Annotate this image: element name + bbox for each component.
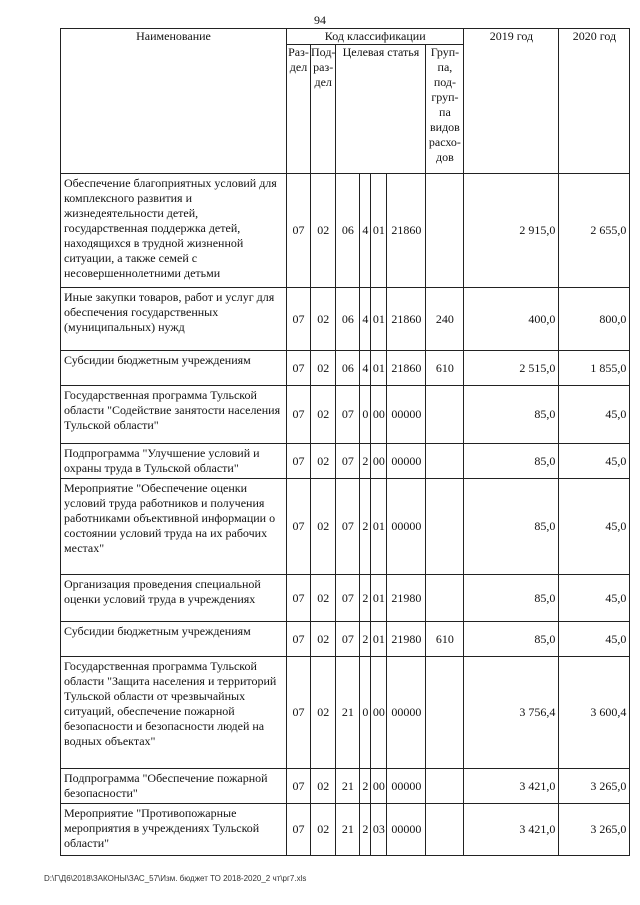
row-value-2019: 400,0 bbox=[464, 288, 559, 351]
row-name: Мероприятие "Противопожарные мероприятия в учреждениях Тульской области" bbox=[61, 804, 287, 856]
row-value-2019: 85,0 bbox=[464, 444, 559, 479]
row-activity: 03 bbox=[371, 804, 387, 856]
row-activity: 00 bbox=[371, 769, 387, 804]
row-expense-group bbox=[426, 479, 464, 575]
row-expense-group bbox=[426, 769, 464, 804]
header-expense-group: Груп-па, под-груп-па видов расхо-дов bbox=[426, 45, 464, 174]
row-subprogram: 4 bbox=[360, 351, 371, 386]
row-subprogram: 0 bbox=[360, 657, 371, 769]
row-name: Субсидии бюджетным учреждениям bbox=[61, 622, 287, 657]
row-subprogram: 4 bbox=[360, 174, 371, 288]
row-direction: 21860 bbox=[387, 174, 426, 288]
row-activity: 00 bbox=[371, 657, 387, 769]
row-name: Субсидии бюджетным учреждениям bbox=[61, 351, 287, 386]
row-name: Подпрограмма "Обеспечение пожарной безопасности" bbox=[61, 769, 287, 804]
row-program: 06 bbox=[336, 174, 360, 288]
row-direction: 21860 bbox=[387, 351, 426, 386]
row-subsection: 02 bbox=[311, 288, 336, 351]
header-name: Наименование bbox=[61, 29, 287, 174]
row-direction: 00000 bbox=[387, 479, 426, 575]
header-code: Код классификации bbox=[287, 29, 464, 45]
row-direction: 21860 bbox=[387, 288, 426, 351]
header-year-2019: 2019 год bbox=[464, 29, 559, 174]
row-subprogram: 2 bbox=[360, 804, 371, 856]
row-subprogram: 0 bbox=[360, 386, 371, 444]
row-section: 07 bbox=[287, 444, 311, 479]
row-subprogram: 2 bbox=[360, 622, 371, 657]
row-value-2020: 800,0 bbox=[559, 288, 630, 351]
row-subsection: 02 bbox=[311, 769, 336, 804]
row-subsection: 02 bbox=[311, 351, 336, 386]
row-subprogram: 4 bbox=[360, 288, 371, 351]
row-value-2020: 45,0 bbox=[559, 575, 630, 622]
row-value-2020: 3 600,4 bbox=[559, 657, 630, 769]
row-value-2020: 45,0 bbox=[559, 386, 630, 444]
row-subsection: 02 bbox=[311, 804, 336, 856]
row-expense-group: 240 bbox=[426, 288, 464, 351]
row-direction: 00000 bbox=[387, 769, 426, 804]
row-value-2019: 85,0 bbox=[464, 479, 559, 575]
row-expense-group bbox=[426, 174, 464, 288]
row-section: 07 bbox=[287, 351, 311, 386]
row-expense-group bbox=[426, 575, 464, 622]
row-section: 07 bbox=[287, 575, 311, 622]
row-expense-group: 610 bbox=[426, 622, 464, 657]
row-activity: 01 bbox=[371, 174, 387, 288]
row-section: 07 bbox=[287, 174, 311, 288]
row-subsection: 02 bbox=[311, 174, 336, 288]
row-subsection: 02 bbox=[311, 479, 336, 575]
row-value-2019: 85,0 bbox=[464, 386, 559, 444]
row-program: 07 bbox=[336, 622, 360, 657]
row-section: 07 bbox=[287, 288, 311, 351]
row-program: 07 bbox=[336, 444, 360, 479]
row-subprogram: 2 bbox=[360, 479, 371, 575]
row-direction: 21980 bbox=[387, 575, 426, 622]
row-subsection: 02 bbox=[311, 444, 336, 479]
row-direction: 00000 bbox=[387, 657, 426, 769]
row-value-2019: 3 421,0 bbox=[464, 804, 559, 856]
row-value-2020: 2 655,0 bbox=[559, 174, 630, 288]
row-activity: 00 bbox=[371, 444, 387, 479]
row-program: 21 bbox=[336, 769, 360, 804]
row-program: 06 bbox=[336, 351, 360, 386]
row-direction: 00000 bbox=[387, 444, 426, 479]
row-activity: 01 bbox=[371, 479, 387, 575]
row-program: 21 bbox=[336, 657, 360, 769]
header-target-article: Целевая статья bbox=[336, 45, 426, 174]
row-value-2020: 1 855,0 bbox=[559, 351, 630, 386]
row-value-2019: 2 915,0 bbox=[464, 174, 559, 288]
row-value-2020: 3 265,0 bbox=[559, 769, 630, 804]
row-value-2019: 2 515,0 bbox=[464, 351, 559, 386]
row-program: 21 bbox=[336, 804, 360, 856]
row-value-2020: 45,0 bbox=[559, 479, 630, 575]
budget-table bbox=[60, 28, 630, 856]
row-name: Подпрограмма "Улучшение условий и охраны труда в Тульской области" bbox=[61, 444, 287, 479]
row-expense-group bbox=[426, 804, 464, 856]
row-value-2020: 45,0 bbox=[559, 444, 630, 479]
row-name: Иные закупки товаров, работ и услуг для обеспечения государственных (муниципальных) нужд bbox=[61, 288, 287, 351]
row-section: 07 bbox=[287, 769, 311, 804]
header-section: Раз-дел bbox=[287, 45, 311, 174]
row-value-2019: 85,0 bbox=[464, 575, 559, 622]
row-subprogram: 2 bbox=[360, 769, 371, 804]
row-expense-group: 610 bbox=[426, 351, 464, 386]
row-program: 06 bbox=[336, 288, 360, 351]
row-value-2020: 3 265,0 bbox=[559, 804, 630, 856]
row-subsection: 02 bbox=[311, 622, 336, 657]
row-activity: 01 bbox=[371, 575, 387, 622]
row-section: 07 bbox=[287, 622, 311, 657]
page-number: 94 bbox=[314, 13, 326, 27]
row-program: 07 bbox=[336, 575, 360, 622]
row-value-2019: 3 421,0 bbox=[464, 769, 559, 804]
row-name: Государственная программа Тульской области "Защита населения и территорий Тульской области от чрезвычайных ситуаций, обеспечение пожарной безопасности и безопасности людей на водных объектах" bbox=[61, 657, 287, 769]
row-program: 07 bbox=[336, 386, 360, 444]
row-expense-group bbox=[426, 657, 464, 769]
header-subsection: Под-раз-дел bbox=[311, 45, 336, 174]
row-activity: 00 bbox=[371, 386, 387, 444]
header-year-2020: 2020 год bbox=[559, 29, 630, 174]
row-name: Государственная программа Тульской области "Содействие занятости населения Тульской области" bbox=[61, 386, 287, 444]
row-subprogram: 2 bbox=[360, 575, 371, 622]
row-expense-group bbox=[426, 444, 464, 479]
row-name: Организация проведения специальной оценки условий труда в учреждениях bbox=[61, 575, 287, 622]
row-section: 07 bbox=[287, 479, 311, 575]
row-value-2019: 3 756,4 bbox=[464, 657, 559, 769]
row-activity: 01 bbox=[371, 622, 387, 657]
row-subsection: 02 bbox=[311, 575, 336, 622]
row-program: 07 bbox=[336, 479, 360, 575]
row-activity: 01 bbox=[371, 288, 387, 351]
row-subsection: 02 bbox=[311, 386, 336, 444]
row-subprogram: 2 bbox=[360, 444, 371, 479]
row-section: 07 bbox=[287, 386, 311, 444]
row-direction: 21980 bbox=[387, 622, 426, 657]
row-value-2019: 85,0 bbox=[464, 622, 559, 657]
file-path-footer: D:\Г\Д6\2018\ЗАКОНЫ\ЗАС_57\Изм. бюджет ТО 2018-2020_2 чт\рг7.xls bbox=[44, 874, 307, 883]
row-section: 07 bbox=[287, 804, 311, 856]
row-direction: 00000 bbox=[387, 804, 426, 856]
row-direction: 00000 bbox=[387, 386, 426, 444]
row-name: Обеспечение благоприятных условий для комплексного развития и жизнедеятельности детей, государственная поддержка детей, находящихся в трудной жизненной ситуации, а также семей с несовершеннолетними детьми bbox=[61, 174, 287, 288]
row-name: Мероприятие "Обеспечение оценки условий труда работников и получения работниками объективной информации о состоянии условий труда на их рабочих местах" bbox=[61, 479, 287, 575]
row-subsection: 02 bbox=[311, 657, 336, 769]
row-activity: 01 bbox=[371, 351, 387, 386]
row-section: 07 bbox=[287, 657, 311, 769]
row-value-2020: 45,0 bbox=[559, 622, 630, 657]
row-expense-group bbox=[426, 386, 464, 444]
